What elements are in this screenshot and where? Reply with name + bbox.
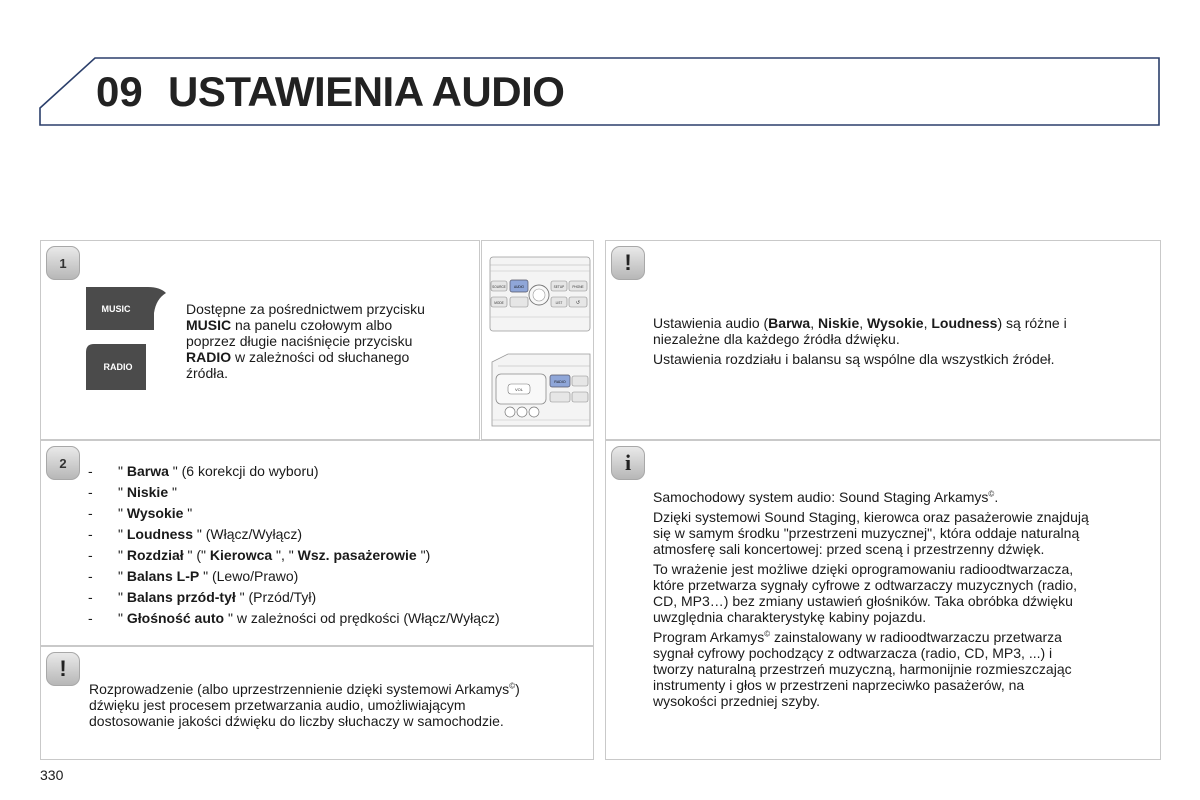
warning-right-line3: Ustawienia rozdziału i balansu są wspólne dla wszystkich źródeł. [653,351,1055,367]
step1-line4: RADIO w zależności od słuchanego [186,349,410,365]
step1-line5: źródła. [186,365,229,381]
list-item: - " Niskie " [88,484,177,500]
step1-line1: Dostępne za pośrednictwem przycisku [186,301,425,317]
warning-icon: ! [611,246,645,280]
list-item: - " Balans przód-tył " (Przód/Tył) [88,589,317,605]
warning-right-line2: niezależne dla każdego źródła dźwięku. [653,331,900,347]
warning-left-line2: dźwięku jest procesem przetwarzania audio, umożliwiającym [89,697,466,713]
warning-left-line3: dostosowanie jakości dźwięku do liczby słuchaczy w samochodzie. [89,713,504,729]
svg-text:RADIO: RADIO [103,362,133,372]
warning-right-line1: Ustawienia audio (Barwa, Niskie, Wysokie, Loudness) są różne i [653,315,1067,331]
radio-key-icon [86,342,150,390]
audio-settings-list [88,461,588,629]
step2-badge: 2 [46,446,80,480]
svg-text:LIST: LIST [555,301,563,305]
front-panel-top-illustration [488,255,592,333]
svg-text:SETUP: SETUP [553,285,565,289]
chapter-number: 09 [96,68,143,115]
svg-text:AUDIO: AUDIO [513,285,525,289]
page-number: 330 [40,767,64,783]
chapter-title: USTAWIENIA AUDIO [168,68,565,115]
info-paragraph-3: To wrażenie jest możliwe dzięki oprogramowaniu radioodtwarzacza, które przetwarza sygnały cyfrowe z odtwarzaczy muzycznych (radio, CD, MP3…) bez zmiany ustawień głośników. Taka obróbka dźwięku uwzględnia charakterystykę kabiny pojazdu. [653,561,1078,625]
warning-right-text [653,315,1158,367]
svg-text:↺: ↺ [575,300,581,306]
warning-icon: ! [46,652,80,686]
step1-line2: MUSIC na panelu czołowym albo [186,317,393,333]
list-item: - " Barwa " (6 korekcji do wyboru) [88,463,319,479]
step1-badge: 1 [46,246,80,280]
step1-text [186,301,471,381]
step1-line3: poprzez długie naciśnięcie przycisku [186,333,413,349]
list-item: - " Głośność auto " w zależności od prędkości (Włącz/Wyłącz) [88,610,500,626]
warning-left-line1: Rozprowadzenie (albo uprzestrzennienie dzięki systemowi Arkamys©) [89,681,520,697]
svg-text:SOURCE: SOURCE [492,285,506,289]
warning-left-text [89,681,589,729]
music-key-icon [86,285,170,330]
svg-text:MODE: MODE [494,301,504,305]
list-item: - " Loudness " (Włącz/Wyłącz) [88,526,303,542]
list-item: - " Rozdział " (" Kierowca ", " Wsz. pasażerowie ") [88,547,431,563]
svg-text:RADIO: RADIO [554,380,566,384]
list-item: - " Wysokie " [88,505,193,521]
info-right-text [653,489,1158,709]
info-icon: i [611,446,645,480]
info-paragraph-2: Dzięki systemowi Sound Staging, kierowca oraz pasażerowie znajdują się w samym środku "przestrzeni muzycznej", która oddaje naturalną atmosferę sali koncertowej: przed sceną i przestrzenny dźwięk. [653,509,1089,557]
svg-text:VOL: VOL [514,387,524,392]
svg-text:MUSIC: MUSIC [101,304,131,314]
front-panel-bottom-illustration [488,350,592,430]
list-item: - " Balans L-P " (Lewo/Prawo) [88,568,299,584]
svg-text:PHONE: PHONE [572,285,584,289]
info-paragraph-4: Program Arkamys© zainstalowany w radioodtwarzaczu przetwarza sygnał cyfrowy pochodzący z odtwarzacza (radio, CD, MP3, ...) i tworzy naturalną przestrzeń muzyczną, harmonijnie rozmieszczając instrumenty i głos w przestrzeni naprzeciwko pasażerów, na wysokości przedniej szyby. [653,629,1072,709]
info-paragraph-1: Samochodowy system audio: Sound Staging Arkamys©. [653,489,999,505]
